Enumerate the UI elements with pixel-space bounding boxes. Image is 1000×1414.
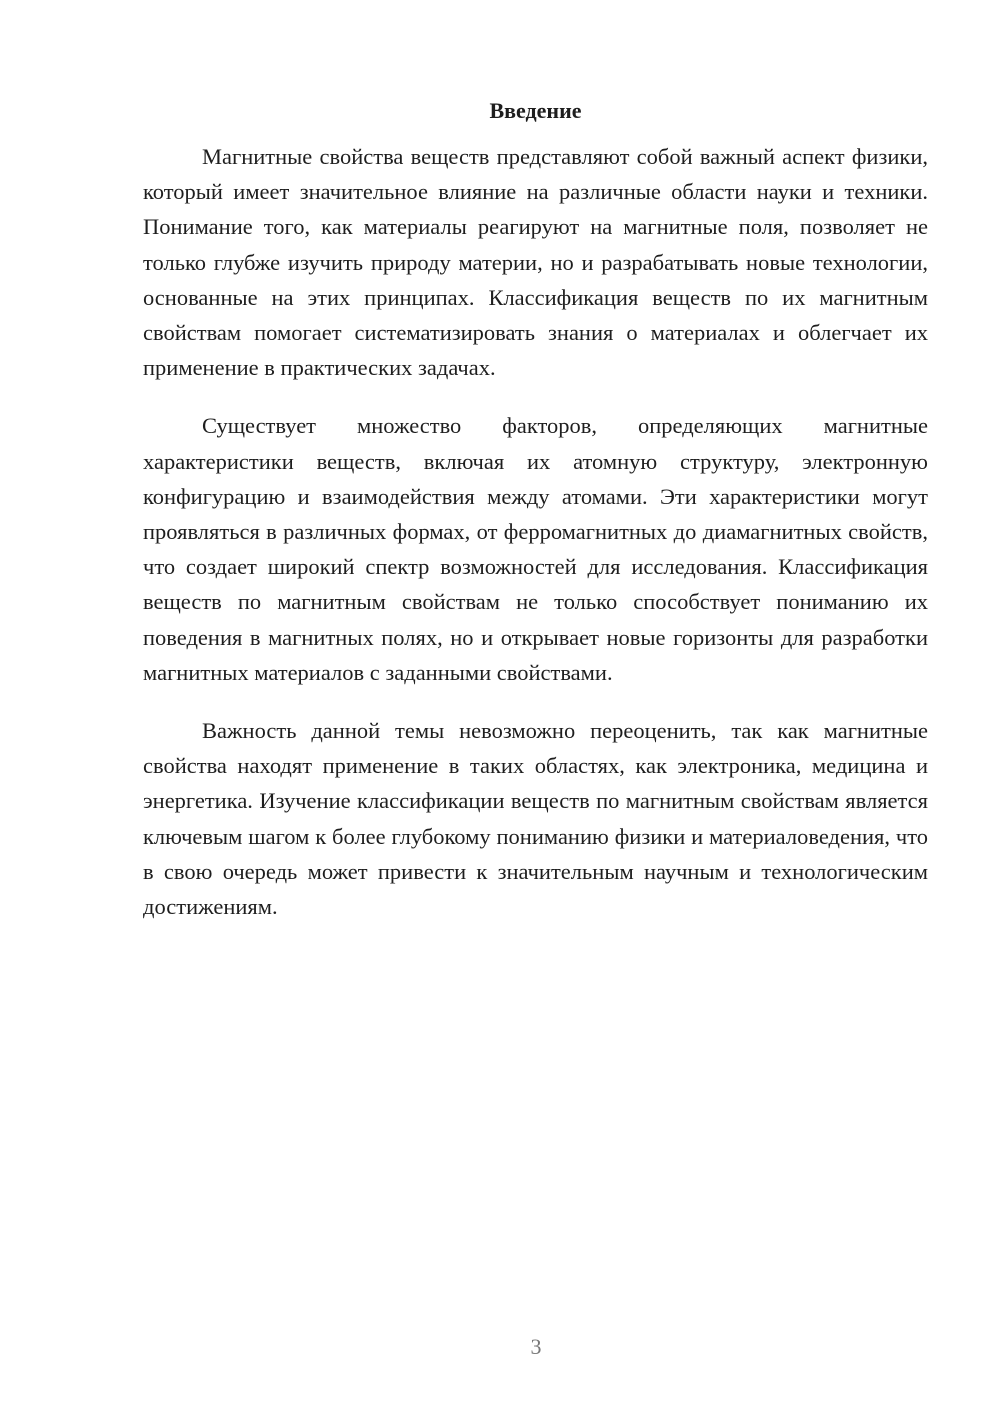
page-number: 3 xyxy=(530,1334,542,1359)
paragraph-3: Важность данной темы невозможно переоценить, так как магнитные свойства находят применение в таких областях, как электроника, медицина и энергетика. Изучение классификации веществ по магнитным свойствам является ключевым шагом к более глубокому пониманию физики и материаловедения, что в свою очередь может привести к значительным научным и технологическим достижениям. xyxy=(143,718,928,920)
page-content xyxy=(143,96,928,924)
paragraph-1: Магнитные свойства веществ представляют собой важный аспект физики, который имеет значительное влияние на различные области науки и техники. Понимание того, как материалы реагируют на магнитные поля, позволяет не только глубже изучить природу материи, но и разрабатывать новые технологии, основанные на этих принципах. Классификация веществ по их магнитным свойствам помогает систематизировать знания о материалах и облегчает их применение в практических задачах. xyxy=(143,144,928,381)
section-title: Введение xyxy=(489,98,582,123)
paragraph-2: Существует множество факторов, определяющих магнитные характеристики веществ, включая их атомную структуру, электронную конфигурацию и взаимодействия между атомами. Эти характеристики могут проявляться в различных формах, от ферромагнитных до диамагнитных свойств, что создает широкий спектр возможностей для исследования. Классификация веществ по магнитным свойствам не только способствует пониманию их поведения в магнитных полях, но и открывает новые горизонты для разработки магнитных материалов с заданными свойствами. xyxy=(143,413,928,685)
